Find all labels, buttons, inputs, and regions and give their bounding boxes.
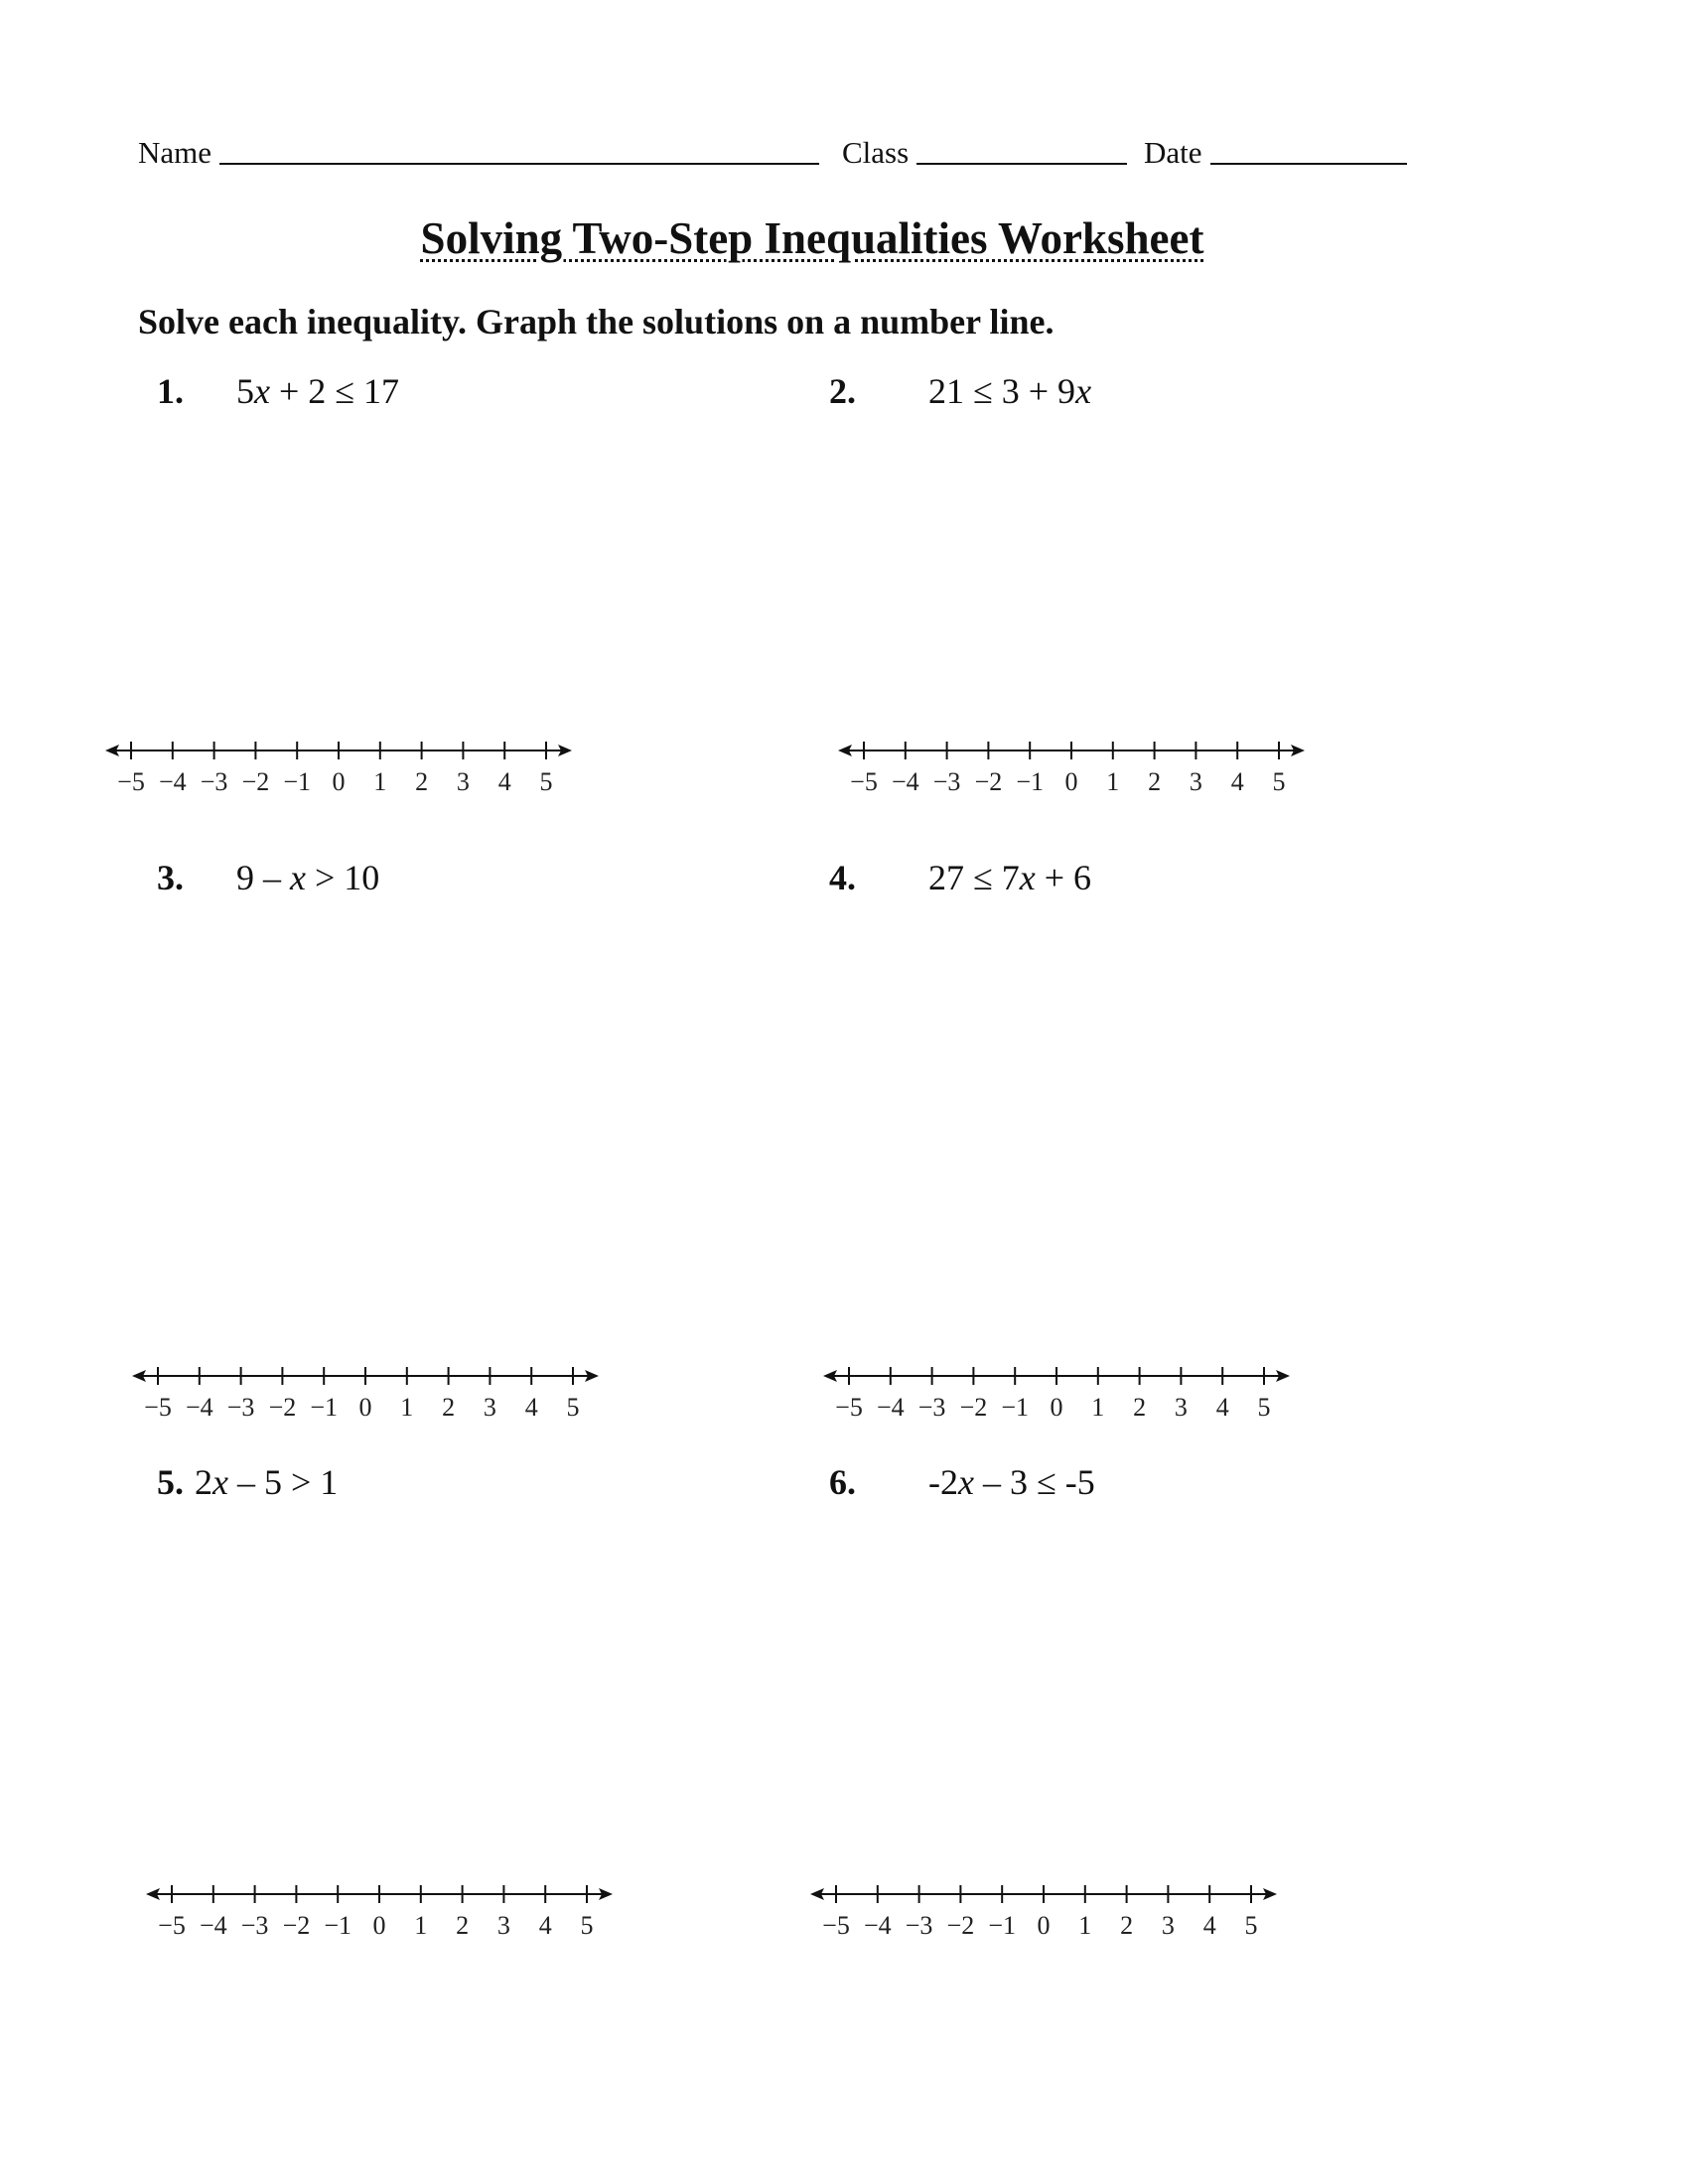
tick-label: −4 — [199, 1911, 227, 1940]
tick-label: −4 — [185, 1393, 213, 1422]
class-blank[interactable] — [916, 162, 1127, 165]
tick-label: 0 — [1037, 1911, 1051, 1940]
tick-label: 3 — [1174, 1393, 1188, 1422]
tick-label: 3 — [496, 1911, 510, 1940]
tick-label: 3 — [1161, 1911, 1175, 1940]
tick-label: −1 — [1001, 1393, 1030, 1422]
tick-label: −1 — [283, 767, 312, 796]
problem-6 — [829, 1462, 1095, 1502]
tick-label: −2 — [282, 1911, 311, 1940]
problem-number: 1. — [157, 371, 184, 411]
tick-label: −3 — [226, 1393, 255, 1422]
tick-label: 5 — [580, 1911, 594, 1940]
tick-label: −2 — [959, 1393, 988, 1422]
problem-number: 6. — [829, 1462, 856, 1502]
number-line-5[interactable] — [148, 1878, 644, 1948]
number-line-4[interactable] — [825, 1360, 1322, 1430]
tick-label: −3 — [240, 1911, 269, 1940]
tick-label: 5 — [539, 767, 553, 796]
worksheet-title: Solving Two-Step Inequalities Worksheet — [420, 213, 1204, 263]
name-field[interactable] — [138, 137, 819, 168]
tick-label: 2 — [1120, 1911, 1134, 1940]
problem-expression: 5x + 2 ≤ 17 — [236, 371, 400, 411]
tick-label: 2 — [456, 1911, 470, 1940]
tick-label: −3 — [200, 767, 228, 796]
problem-number: 4. — [829, 858, 856, 897]
tick-label: 2 — [415, 767, 429, 796]
tick-label: 5 — [566, 1393, 580, 1422]
instructions: Solve each inequality. Graph the solutions on a number line. — [138, 302, 1055, 341]
problem-number: 2. — [829, 371, 856, 411]
tick-label: −2 — [974, 767, 1003, 796]
tick-label: 5 — [1272, 767, 1286, 796]
problem-number: 5. — [157, 1462, 184, 1502]
tick-label: −4 — [158, 767, 187, 796]
tick-label: 4 — [1230, 767, 1244, 796]
number-line-3[interactable] — [134, 1360, 631, 1430]
problem-expression: 2x – 5 > 1 — [195, 1462, 339, 1502]
tick-label: 4 — [538, 1911, 552, 1940]
tick-label: 0 — [372, 1911, 386, 1940]
problem-3 — [157, 858, 380, 897]
tick-label: −1 — [310, 1393, 339, 1422]
number-line-1[interactable] — [107, 735, 604, 804]
name-blank[interactable] — [219, 162, 819, 165]
tick-label: 1 — [1106, 767, 1120, 796]
problem-1 — [157, 371, 400, 411]
tick-label: −2 — [241, 767, 270, 796]
tick-label: 1 — [373, 767, 387, 796]
tick-label: −5 — [144, 1393, 172, 1422]
tick-label: 3 — [456, 767, 470, 796]
tick-label: 0 — [358, 1393, 372, 1422]
tick-label: 3 — [483, 1393, 496, 1422]
tick-label: 1 — [400, 1393, 414, 1422]
tick-label: −1 — [988, 1911, 1017, 1940]
tick-label: 1 — [1091, 1393, 1105, 1422]
tick-label: 2 — [442, 1393, 456, 1422]
tick-label: 5 — [1244, 1911, 1258, 1940]
tick-label: 4 — [497, 767, 511, 796]
tick-label: −3 — [917, 1393, 946, 1422]
tick-label: 0 — [1064, 767, 1078, 796]
class-label: Class — [842, 135, 910, 170]
number-line-6[interactable] — [812, 1878, 1309, 1948]
problem-expression: 9 – x > 10 — [236, 858, 380, 897]
tick-label: 5 — [1257, 1393, 1271, 1422]
tick-label: −5 — [158, 1911, 186, 1940]
tick-label: 2 — [1148, 767, 1162, 796]
tick-label: −2 — [268, 1393, 297, 1422]
tick-label: 0 — [1050, 1393, 1063, 1422]
tick-label: 4 — [1202, 1911, 1216, 1940]
tick-label: −5 — [835, 1393, 863, 1422]
tick-label: −5 — [822, 1911, 850, 1940]
tick-label: 2 — [1133, 1393, 1147, 1422]
tick-label: −5 — [850, 767, 878, 796]
problem-expression: 21 ≤ 3 + 9x — [928, 371, 1092, 411]
problem-4 — [829, 858, 1092, 897]
tick-label: −5 — [117, 767, 145, 796]
tick-label: −4 — [876, 1393, 905, 1422]
date-field[interactable] — [1144, 137, 1407, 168]
date-blank[interactable] — [1210, 162, 1407, 165]
tick-label: 4 — [524, 1393, 538, 1422]
problem-number: 3. — [157, 858, 184, 897]
tick-label: 1 — [1078, 1911, 1092, 1940]
tick-label: 4 — [1215, 1393, 1229, 1422]
problem-2 — [829, 371, 1092, 411]
tick-label: −4 — [891, 767, 919, 796]
tick-label: −4 — [863, 1911, 892, 1940]
tick-label: −3 — [905, 1911, 933, 1940]
tick-label: 3 — [1189, 767, 1202, 796]
tick-label: −1 — [1016, 767, 1045, 796]
tick-label: −1 — [324, 1911, 352, 1940]
name-label: Name — [138, 135, 212, 170]
tick-label: −3 — [932, 767, 961, 796]
tick-label: −2 — [946, 1911, 975, 1940]
tick-label: 1 — [414, 1911, 428, 1940]
date-label: Date — [1144, 135, 1202, 170]
problem-expression: 27 ≤ 7x + 6 — [928, 858, 1092, 897]
problem-expression: -2x – 3 ≤ -5 — [928, 1462, 1095, 1502]
class-field[interactable] — [842, 137, 1127, 168]
problem-5 — [157, 1462, 339, 1502]
tick-label: 0 — [332, 767, 346, 796]
number-line-2[interactable] — [840, 735, 1336, 804]
